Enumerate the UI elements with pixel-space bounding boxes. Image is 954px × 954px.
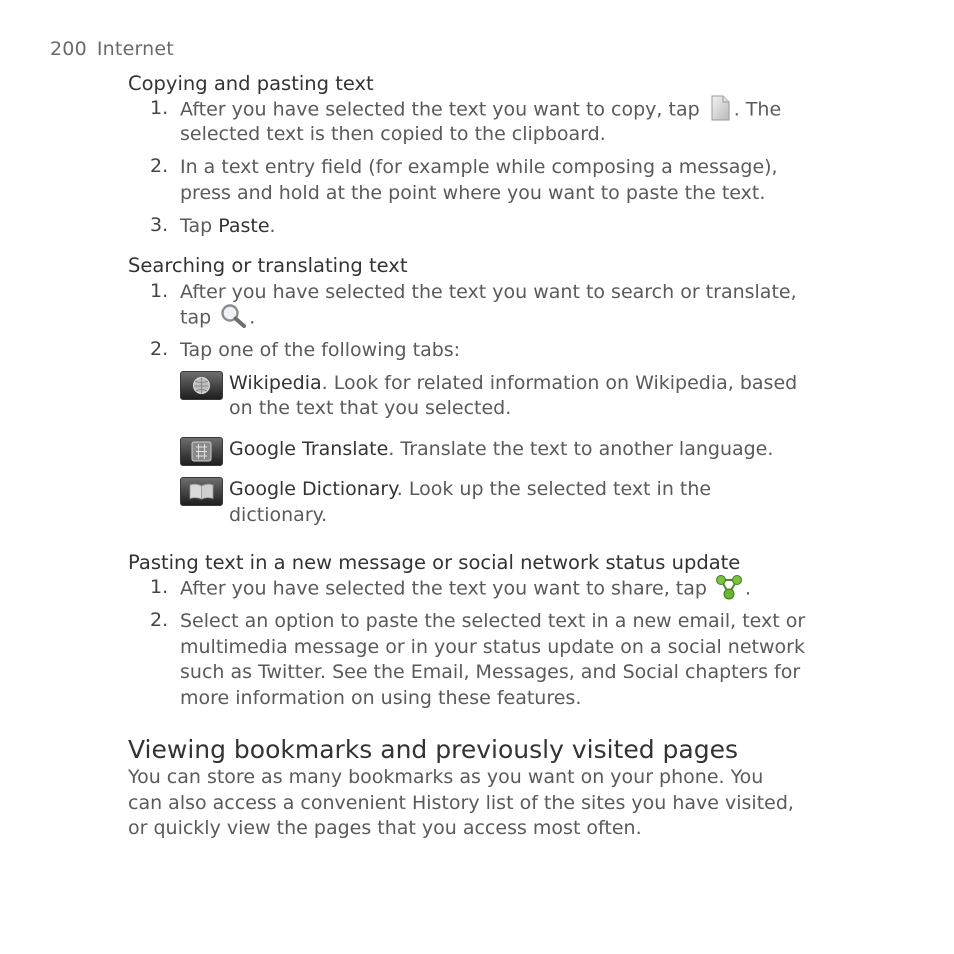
bookmarks-line3: or quickly view the pages that you access most often. — [128, 817, 642, 839]
share-icon — [715, 574, 743, 600]
paste-term: Paste — [218, 215, 270, 237]
copying-heading: Copying and pasting text — [128, 72, 374, 95]
searching-step1-line1: After you have selected the text you want to search or translate, — [180, 281, 797, 303]
google-dictionary-line1: Google Dictionary. Look up the selected text in the — [229, 478, 712, 500]
google-translate-line1: Google Translate. Translate the text to another language. — [229, 438, 774, 460]
copy-icon — [709, 95, 731, 121]
pasting-step1-text: After you have selected the text you want to share, tap . — [180, 576, 751, 602]
section-name: Internet — [96, 38, 174, 60]
search-icon — [219, 303, 247, 329]
wikipedia-tab-icon — [180, 371, 223, 400]
bookmarks-line2: can also access a convenient History list of the sites you have visited, — [128, 792, 794, 814]
google-translate-term: Google Translate — [229, 438, 389, 460]
wikipedia-line2: on the text that you selected. — [229, 397, 512, 419]
searching-step1-number: 1. — [150, 280, 169, 302]
pasting-step2-line3: such as Twitter. See the Email, Messages, and Social chapters for — [180, 661, 801, 683]
copying-step3-number: 3. — [150, 214, 169, 236]
pasting-step2-line4: more information on using these features. — [180, 687, 582, 709]
page-header — [50, 38, 174, 60]
pasting-heading: Pasting text in a new message or social network status update — [128, 551, 741, 574]
copying-step3-text: Tap Paste. — [180, 215, 276, 237]
google-dictionary-term: Google Dictionary — [229, 478, 397, 500]
google-dictionary-tab-icon — [180, 477, 223, 506]
searching-step1-line2: tap . — [180, 305, 255, 331]
copying-step1-number: 1. — [150, 97, 169, 119]
wikipedia-term: Wikipedia — [229, 372, 322, 394]
bookmarks-line1: You can store as many bookmarks as you want on your phone. You — [128, 766, 764, 788]
google-translate-tab-icon — [180, 437, 223, 466]
copying-step1-line1: After you have selected the text you want to copy, tap . The — [180, 97, 781, 123]
copying-step2-number: 2. — [150, 155, 169, 177]
copying-step1-line2: selected text is then copied to the clipboard. — [180, 123, 606, 145]
copying-step2-line1: In a text entry field (for example while composing a message), — [180, 156, 778, 178]
bookmarks-heading: Viewing bookmarks and previously visited pages — [128, 735, 738, 764]
google-dictionary-line2: dictionary. — [229, 504, 328, 526]
pasting-step1-number: 1. — [150, 576, 169, 598]
page-number: 200 — [50, 38, 87, 60]
pasting-step2-line1: Select an option to paste the selected text in a new email, text or — [180, 610, 806, 632]
wikipedia-line1: Wikipedia. Look for related information on Wikipedia, based — [229, 372, 798, 394]
searching-step2-number: 2. — [150, 338, 169, 360]
pasting-step2-line2: multimedia message or in your status update on a social network — [180, 636, 805, 658]
pasting-step2-number: 2. — [150, 609, 169, 631]
copying-step2-line2: press and hold at the point where you want to paste the text. — [180, 182, 766, 204]
searching-heading: Searching or translating text — [128, 254, 408, 277]
searching-step2-text: Tap one of the following tabs: — [180, 339, 461, 361]
